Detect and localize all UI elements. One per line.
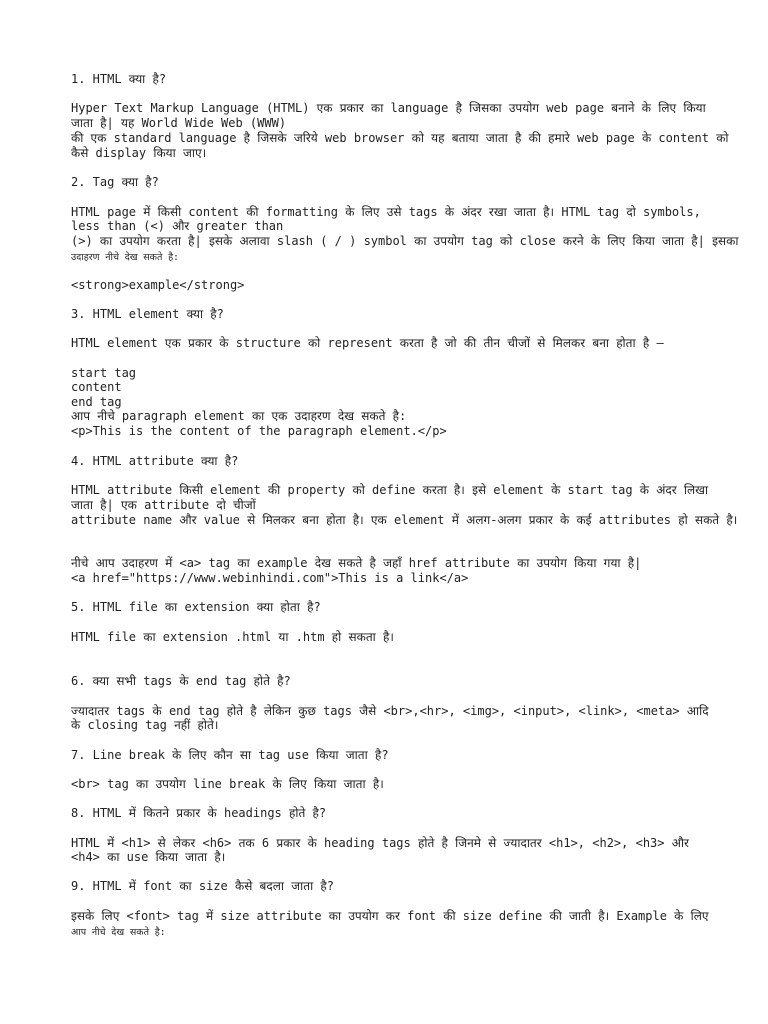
code-example-strong: <strong>example</strong>: [71, 278, 245, 292]
answer-2-line-4: उदाहरण नीचे देख सकते है:: [71, 252, 179, 263]
answer-4-line-3: attribute name और value से मिलकर बना होता है। एक element में अलग-अलग प्रकार के कई attributes हो सकते है।: [71, 513, 738, 527]
answer-8-line-1: HTML में <h1> से लेकर <h6> तक 6 प्रकार के heading tags होते है जिनमे से ज्यादातर <h1>, <h2>, <h3> और: [71, 836, 689, 850]
question-8-heading: 8. HTML में कितने प्रकार के headings होते है?: [71, 806, 327, 820]
question-2-heading: 2. Tag क्या है?: [71, 175, 159, 189]
answer-9-line-1: इसके लिए <font> tag में size attribute का उपयोग कर font की size define की जाती है। Example के लिए: [71, 909, 709, 923]
list-item-content: content: [71, 380, 122, 394]
question-3-heading: 3. HTML element क्या है?: [71, 307, 224, 321]
question-5-heading: 5. HTML file का extension क्या होता है?: [71, 600, 321, 614]
question-7-heading: 7. Line break के लिए कौन सा tag use किया जाता है?: [71, 748, 389, 762]
answer-3-line-2: आप नीचे paragraph element का एक उदाहरण देख सकते है:: [71, 409, 407, 423]
answer-4-line-4: नीचे आप उदाहरण में <a> tag का example देख सकते है जहाँ href attribute का उपयोग किया गया है|: [71, 556, 642, 570]
answer-1-line-2: जाता है| यह World Wide Web (WWW): [71, 116, 287, 130]
answer-2-line-3: (>) का उपयोग करता है| इसके अलावा slash ( / ) symbol का उपयोग tag को close करने के लिए किया जाता है| इसका: [71, 234, 739, 248]
answer-4-line-1: HTML attribute किसी element की property को define करता है। इसे element के start tag के अंदर लिखा: [71, 483, 709, 497]
question-6-heading: 6. क्या सभी tags के end tag होते है?: [71, 674, 291, 688]
answer-6-line-1: ज्यादातर tags के end tag होते है लेकिन कुछ tags जैसे <br>,<hr>, <img>, <input>, <link>, <meta> आदि: [71, 704, 709, 718]
answer-2-line-1: HTML page में किसी content की formatting के लिए उसे tags के अंदर रखा जाता है। HTML tag दो symbols,: [71, 205, 701, 219]
answer-1-line-4: कैसे display किया जाए।: [71, 146, 207, 160]
answer-9-line-2: आप नीचे देख सकते है:: [71, 927, 166, 938]
answer-8-line-2: <h4> का use किया जाता है।: [71, 850, 226, 864]
answer-5-line-1: HTML file का extension .html या .htm हो सकता है।: [71, 630, 394, 644]
answer-1-line-3: की एक standard language है जिसके जरिये web browser को यह बताया जाता है की हमारे web page के content को: [71, 131, 729, 145]
answer-7-line-1: <br> tag का उपयोग line break के लिए किया जाता है।: [71, 777, 384, 791]
answer-6-line-2: के closing tag नहीं होते।: [71, 718, 219, 732]
question-1-heading: 1. HTML क्या है?: [71, 72, 167, 86]
question-9-heading: 9. HTML में font का size कैसे बदला जाता है?: [71, 879, 335, 893]
answer-4-line-2: जाता है| एक attribute दो चीजों: [71, 498, 256, 512]
question-4-heading: 4. HTML attribute क्या है?: [71, 454, 239, 468]
list-item-start-tag: start tag: [71, 366, 137, 380]
answer-2-line-2: less than (<) और greater than: [71, 219, 284, 233]
answer-1-line-1: Hyper Text Markup Language (HTML) एक प्रकार का language है जिसका उपयोग web page बनाने के लिए किया: [71, 101, 706, 115]
answer-3-line-1: HTML element एक प्रकार के structure को represent करता है जो की तीन चीजों से मिलकर बना होता है –: [71, 336, 664, 350]
code-example-paragraph: <p>This is the content of the paragraph element.</p>: [71, 424, 447, 438]
list-item-end-tag: end tag: [71, 395, 122, 409]
code-example-link: <a href="https://www.webinhindi.com">This is a link</a>: [71, 571, 469, 585]
